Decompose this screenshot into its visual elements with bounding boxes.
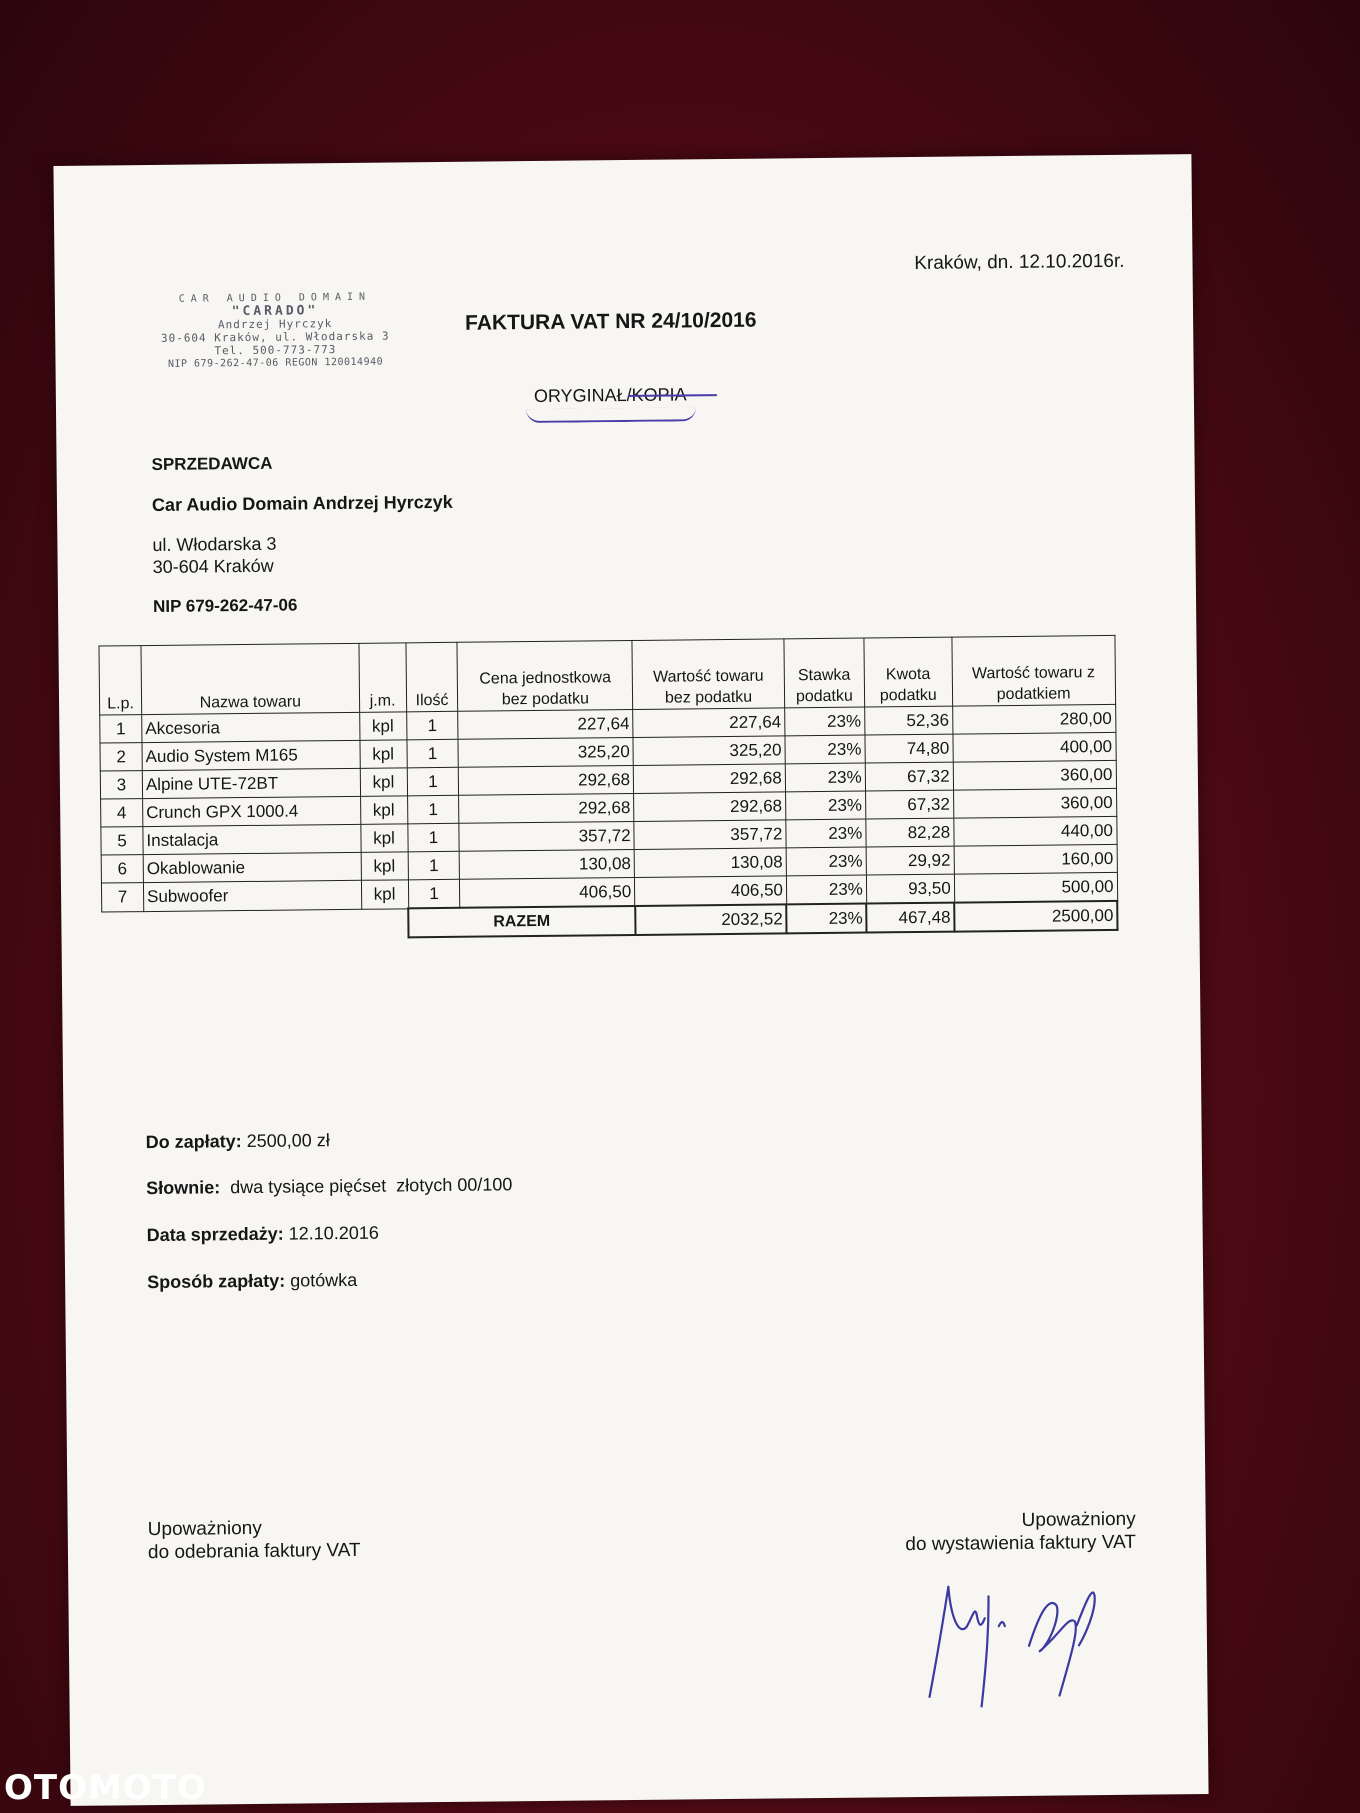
cell-gross: 280,00 (952, 704, 1115, 734)
stamp-line-3: Andrzej Hyrczyk (217, 317, 333, 332)
cell-tax: 74,80 (865, 734, 953, 763)
cell-name: Subwoofer (143, 880, 361, 911)
handwritten-signature (888, 1555, 1120, 1717)
cell-tax: 52,36 (864, 706, 952, 735)
seller-name: Car Audio Domain Andrzej Hyrczyk (151, 491, 453, 515)
cell-price: 227,64 (458, 709, 633, 739)
header-name: Nazwa towaru (141, 643, 359, 714)
cell-lp: 6 (101, 855, 143, 883)
cell-net: 227,64 (633, 708, 785, 738)
cell-rate: 23% (785, 707, 865, 736)
cell-rate: 23% (786, 875, 866, 904)
stamp-line-6: NIP 679-262-47-06 REGON 120014940 (167, 356, 384, 370)
total-tax: 467,48 (867, 903, 955, 933)
cell-lp: 5 (101, 827, 143, 855)
total-spacer (102, 908, 409, 940)
cell-gross: 160,00 (954, 844, 1117, 874)
in-words-line (146, 1174, 512, 1199)
invoice-paper (53, 154, 1208, 1806)
in-words-label: Słownie: (146, 1177, 221, 1199)
cell-name: Instalacja (143, 824, 361, 854)
pen-underline (526, 407, 696, 423)
cell-net: 292,68 (633, 764, 785, 794)
cell-unit: kpl (359, 712, 406, 740)
cell-qty: 1 (406, 711, 458, 740)
cell-net: 130,08 (634, 848, 786, 878)
total-label: RAZEM (408, 906, 635, 937)
payment-method-line (147, 1270, 357, 1293)
cell-net: 292,68 (634, 792, 786, 822)
cell-rate: 23% (785, 791, 865, 820)
cell-price: 292,68 (459, 793, 634, 823)
stamp-line-4: 30-604 Kraków, ul. Włodarska 3 (160, 329, 390, 345)
header-unit: j.m. (359, 643, 407, 712)
cell-unit: kpl (361, 852, 408, 880)
cell-qty: 1 (408, 851, 460, 880)
cell-price: 406,50 (460, 877, 635, 907)
cell-name: Okablowanie (143, 852, 361, 882)
cell-unit: kpl (361, 880, 408, 909)
header-unit-price: Cena jednostkowa bez podatku (457, 640, 632, 711)
stamp-line-5: Tel. 500-773-773 (214, 343, 337, 358)
invoice-title: FAKTURA VAT NR 24/10/2016 (464, 308, 757, 335)
cell-gross: 360,00 (953, 760, 1116, 790)
otomoto-watermark: OTOMOTO (4, 1768, 207, 1808)
cell-tax: 67,32 (865, 790, 953, 819)
cell-tax: 29,92 (866, 846, 954, 875)
cell-rate: 23% (786, 819, 866, 848)
copy-kopia-text: KOPIA (631, 384, 687, 405)
cell-qty: 1 (408, 879, 460, 908)
cell-qty: 1 (407, 795, 459, 824)
cell-rate: 23% (786, 847, 866, 876)
cell-name: Crunch GPX 1000.4 (143, 796, 361, 826)
cell-unit: kpl (360, 768, 407, 796)
cell-net: 325,20 (633, 736, 785, 766)
cell-lp: 1 (100, 715, 142, 743)
header-tax-amount: Kwota podatku (864, 637, 953, 707)
seller-city: 30-604 Kraków (152, 555, 274, 577)
cell-gross: 400,00 (953, 732, 1116, 762)
payment-method-label: Sposób zapłaty: (147, 1270, 286, 1293)
cell-name: Audio System M165 (142, 740, 360, 770)
stamp-line-2: "CARADO" (231, 303, 319, 320)
cell-lp: 2 (100, 743, 142, 771)
cell-qty: 1 (406, 739, 458, 768)
sale-date-line (147, 1223, 379, 1246)
cell-lp: 3 (100, 771, 142, 799)
seller-street: ul. Włodarska 3 (152, 533, 277, 555)
receiver-auth-line-2: do odebrania faktury VAT (147, 1539, 361, 1564)
receiver-authorization (148, 1516, 361, 1564)
items-table (98, 635, 1118, 942)
cell-rate: 23% (785, 735, 865, 764)
cell-unit: kpl (360, 824, 407, 852)
to-pay-value: 2500,00 zł (246, 1130, 330, 1152)
total-net: 2032,52 (635, 904, 787, 935)
issuer-auth-line-2: do wystawienia faktury VAT (905, 1531, 1137, 1556)
company-stamp (150, 290, 401, 371)
cell-rate: 23% (785, 763, 865, 792)
cell-price: 130,08 (460, 849, 635, 879)
to-pay-label: Do zapłaty: (145, 1131, 242, 1153)
cell-price: 292,68 (459, 765, 634, 795)
header-tax-rate: Stawka podatku (784, 638, 865, 708)
cell-price: 357,72 (459, 821, 634, 851)
cell-gross: 440,00 (954, 816, 1117, 846)
issuer-authorization (905, 1508, 1136, 1556)
in-words-value: dwa tysiące pięćset złotych 00/100 (230, 1174, 513, 1198)
receiver-auth-line-1: Upoważniony (147, 1517, 262, 1541)
cell-qty: 1 (407, 823, 459, 852)
cell-name: Alpine UTE-72BT (142, 768, 360, 798)
sale-date-value: 12.10.2016 (288, 1222, 379, 1244)
invoice-date-line: Kraków, dn. 12.10.2016r. (914, 250, 1125, 274)
header-qty: Ilość (405, 642, 458, 712)
issuer-auth-line-1: Upoważniony (1021, 1508, 1136, 1531)
sale-date-label: Data sprzedaży: (146, 1223, 284, 1246)
stamp-line-1: CAR AUDIO DOMAIN (178, 291, 372, 305)
table-header-row (99, 635, 1115, 715)
seller-label: SPRZEDAWCA (151, 453, 273, 474)
cell-price: 325,20 (458, 737, 633, 767)
cell-tax: 82,28 (866, 818, 954, 847)
cell-unit: kpl (360, 740, 407, 768)
total-rate: 23% (787, 904, 867, 934)
seller-nip: NIP 679-262-47-06 (152, 595, 298, 616)
header-lp: L.p. (99, 646, 142, 715)
cell-lp: 4 (101, 799, 143, 827)
cell-tax: 93,50 (866, 874, 954, 903)
copy-marker (534, 384, 687, 407)
cell-gross: 360,00 (953, 788, 1116, 818)
cell-lp: 7 (101, 883, 143, 912)
header-net-value: Wartość towaru bez podatku (632, 639, 784, 710)
cell-net: 406,50 (635, 876, 787, 906)
to-pay-line (146, 1130, 330, 1153)
payment-method-value: gotówka (290, 1269, 358, 1291)
cell-tax: 67,32 (865, 762, 953, 791)
copy-original-text: ORYGINAŁ/ (533, 384, 632, 406)
cell-gross: 500,00 (954, 872, 1117, 902)
total-gross: 2500,00 (954, 901, 1117, 932)
cell-net: 357,72 (634, 820, 786, 850)
cell-qty: 1 (407, 767, 459, 796)
cell-unit: kpl (360, 796, 407, 824)
header-gross-value: Wartość towaru z podatkiem (952, 635, 1115, 706)
cell-name: Akcesoria (142, 712, 360, 742)
